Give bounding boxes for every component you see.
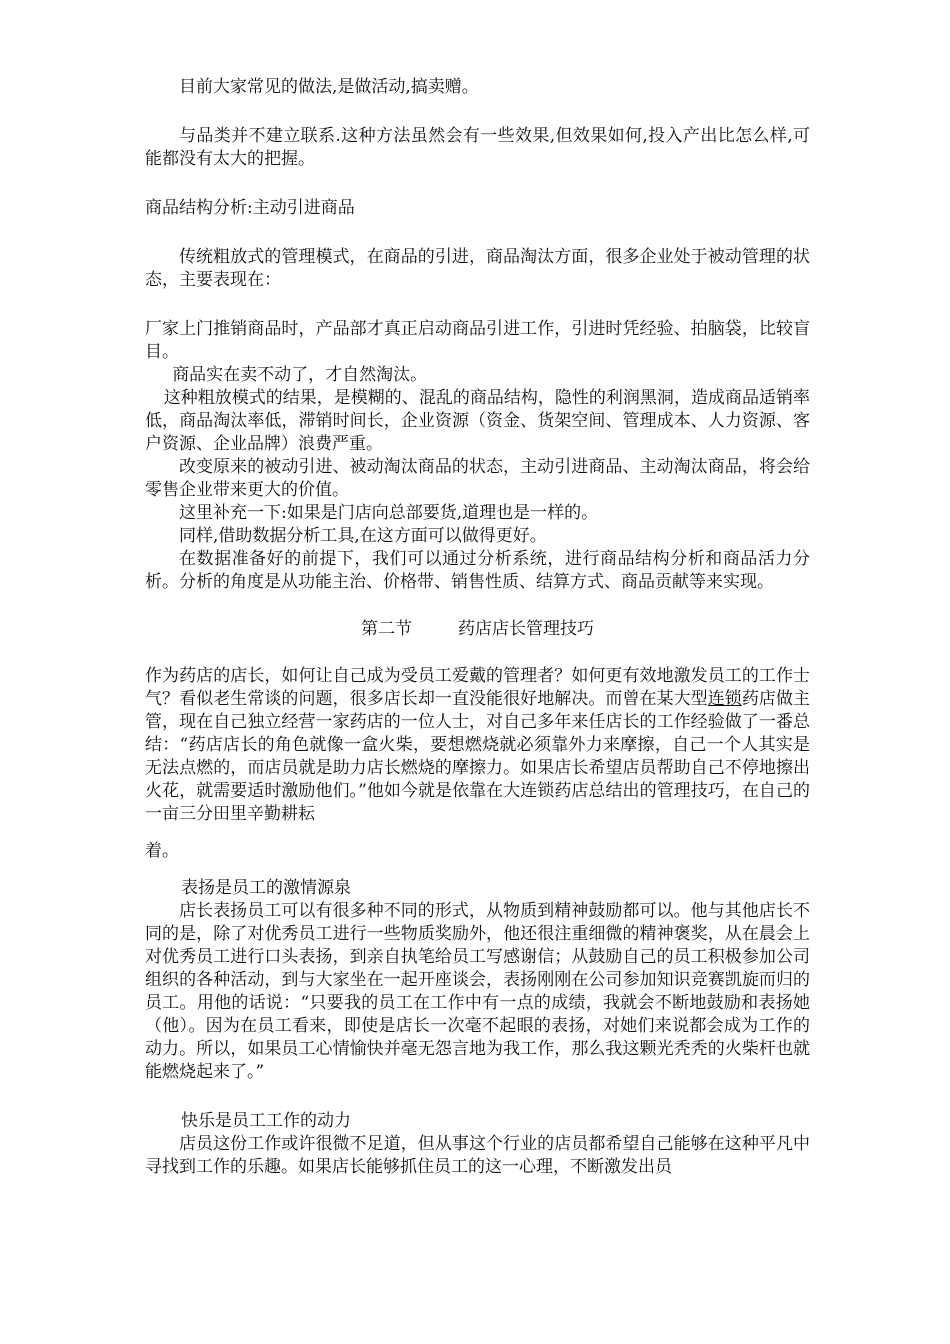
paragraph-traditional-mode: 传统粗放式的管理模式，在商品的引进，商品淘汰方面，很多企业处于被动管理的状态，主要表现在： [145, 247, 810, 290]
paragraph-intro-tail: 着。 [145, 841, 179, 861]
section-title: 药店店长管理技巧 [458, 619, 594, 639]
paragraph-result: 这种粗放模式的结果，是模糊的、混乱的商品结构，隐性的利润黑洞，造成商品适销率低，商品淘汰率低，滞销时间长，企业资源（资金、货架空间、管理成本、人力资源、客户资源、企业品牌）浪费严重。 [145, 388, 810, 454]
paragraph-change: 改变原来的被动引进、被动淘汰商品的状态，主动引进商品、主动淘汰商品，将会给零售企业带来更大的价值。 [145, 457, 810, 500]
paragraph-intro [145, 665, 810, 826]
intro-text-b: 药店做主管，现在自己独立经营一家药店的一位人士，对自己多年来任店长的工作经验做了一番总结：“药店店长的角色就像一盒火柴，要想燃烧就必须靠外力来摩擦，自己一个人其实是无法点燃的，而店员就是助力店长燃烧的摩擦力。如果店长希望店员帮助自己不停地擦出火花，就需要适时激励他们。”他如今就是依靠在大连锁药店总结出的管理技巧，在自己的一亩三分田里辛勤耕耘 [145, 689, 811, 824]
subheading-praise: 表扬是员工的激情源泉 [181, 878, 351, 898]
paragraph-common-practice: 目前大家常见的做法,是做活动,搞卖赠。 [179, 77, 479, 97]
document-body [145, 76, 810, 1179]
section-heading [145, 618, 810, 641]
paragraph-vendor-push: 厂家上门推销商品时，产品部才真正启动商品引进工作，引进时凭经验、拍脑袋，比较盲目。 [145, 319, 810, 362]
paragraph-happiness: 店员这份工作或许很微不足道，但从事这个行业的店员都希望自己能够在这种平凡中寻找到工作的乐趣。如果店长能够抓住员工的这一心理，不断激发出员 [145, 1134, 810, 1177]
chain-link[interactable]: 连锁 [707, 689, 742, 709]
paragraph-heading-structure: 商品结构分析:主动引进商品 [145, 198, 355, 218]
paragraph-natural-elimination: 商品实在卖不动了，才自然淘汰。 [172, 365, 428, 385]
intro-text-a: 作为药店的店长，如何让自己成为受员工爱戴的管理者？如何更有效地激发员工的工作士气？看似老生常谈的问题，很多店长却一直没能很好地解决。而曾在某大型 [145, 666, 810, 709]
subheading-happiness: 快乐是员工工作的动力 [181, 1111, 351, 1131]
paragraph-tools: 同样,借助数据分析工具,在这方面可以做得更好。 [179, 526, 547, 546]
paragraph-praise: 店长表扬员工可以有很多种不同的形式，从物质到精神鼓励都可以。他与其他店长不同的是，除了对优秀员工进行一些物质奖励外，他还很注重细微的精神褒奖，从在晨会上对优秀员工进行口头表扬，到亲自执笔给员工写感谢信；从鼓励自己的员工积极参加公司组织的各种活动，到与大家坐在一起开座谈会，表扬刚刚在公司参加知识竞赛凯旋而归的员工。用他的话说：“只要我的员工在工作中有一点的成绩，我就会不断地鼓励和表扬她（他）。因为在员工看来，即使是店长一次毫不起眼的表扬，对她们来说都会成为工作的动力。所以，如果员工心情愉快并毫无怨言地为我工作，那么我这颗光秃秃的火柴杆也就能燃烧起来了。” [145, 901, 810, 1082]
paragraph-analysis: 在数据准备好的前提下，我们可以通过分析系统，进行商品结构分析和商品活力分析。分析的角度是从功能主治、价格带、销售性质、结算方式、商品贡献等来实现。 [145, 549, 810, 592]
paragraph-category-link: 与品类并不建立联系.这种方法虽然会有一些效果,但效果如何,投入产出比怎么样,可能都没有太大的把握。 [145, 126, 810, 169]
section-number: 第二节 [361, 619, 412, 639]
paragraph-supplement: 这里补充一下:如果是门店向总部要货,道理也是一样的。 [179, 503, 599, 523]
